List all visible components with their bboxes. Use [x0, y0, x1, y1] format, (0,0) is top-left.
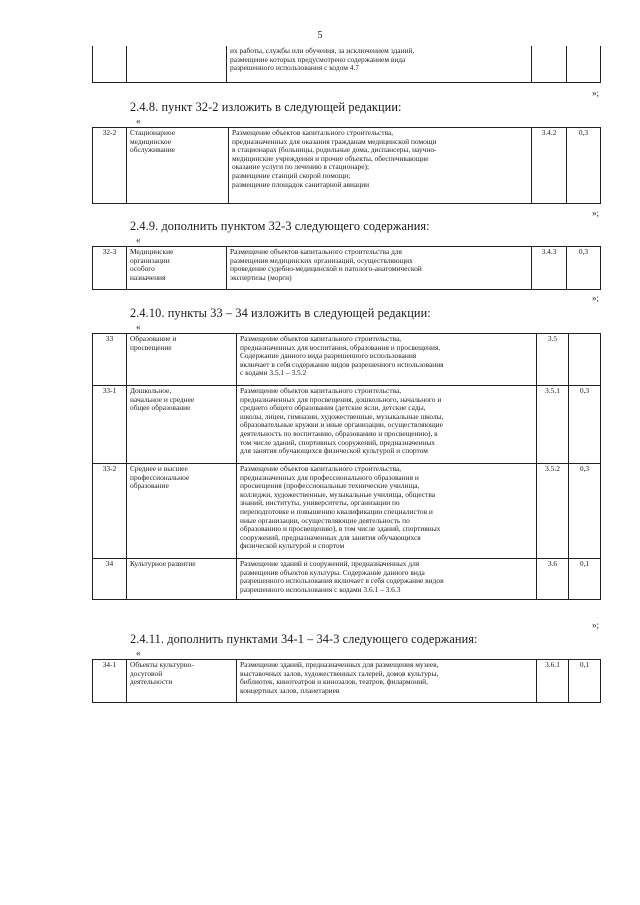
opening-quote: « [136, 648, 141, 658]
section-heading: 2.4.8. пункт 32-2 изложить в следующей редакции: [130, 100, 402, 114]
row-number: 33 [93, 334, 127, 386]
row-description: Размещение зданий, предназначенных для размещения музеев, выставочных залов, художественных галерей, домов культуры, библиотек, кинотеатров и кинозалов, театров, филармоний, концертных залов, планетариев [237, 660, 537, 703]
row-name: Объекты культурно- досуговой деятельности [127, 660, 237, 703]
row-number: 34 [93, 559, 127, 600]
section-table [92, 127, 601, 204]
row-code: 3.5 [537, 334, 569, 386]
page-number: 5 [317, 30, 323, 41]
row-value: 0,3 [569, 464, 601, 559]
row-code: 3.4.2 [532, 128, 567, 204]
table-row [93, 46, 601, 83]
row-description: Размещение объектов капитального строительства, предназначенных для воспитания, образования и просвещения. Содержание данного вида разрешенного использования включает в себя содержание видов разрешенного использования с кодами 3.5.1 – 3.5.2 [237, 334, 537, 386]
row-value: 0,3 [567, 247, 601, 290]
row-name: Медицинские организации особого назначения [127, 247, 227, 290]
row-value: 0,1 [569, 559, 601, 600]
section-table [92, 333, 601, 600]
table-row [93, 559, 601, 600]
table-row [93, 334, 601, 386]
table-row [93, 660, 601, 703]
section-table [92, 246, 601, 290]
row-code: 3.6.1 [537, 660, 569, 703]
row-code: 3.4.3 [532, 247, 567, 290]
row-number: 33-2 [93, 464, 127, 559]
row-name: Культурное развитие [127, 559, 237, 600]
row-value [569, 334, 601, 386]
row-description: Размещение объектов капитального строительства для размещения медицинских организаций, осуществляющих проведение судебно-медицинской и патолого-анатомической экспертизы (морги) [227, 247, 532, 290]
row-number: 33-1 [93, 386, 127, 464]
row-name: Образование и просвещение [127, 334, 237, 386]
row-number: 32-2 [93, 128, 127, 204]
row-code: 3.5.1 [537, 386, 569, 464]
row-value: 0,3 [567, 128, 601, 204]
row-description: Размещение объектов капитального строительства, предназначенных для профессионального образования и просвещения (профессиональные технические училища, колледжи, художественные, музыкальные училища, общества знаний, институты, университеты, организации по переподготовке и повышению квалификации специалистов и иные организации, осуществляющие деятельность по образованию и просвещению), в том числе зданий, спортивных сооружений, предназначенных для занятия обучающихся физической культурой и спортом [237, 464, 537, 559]
closing-quote: »; [592, 88, 600, 98]
row-code: 3.6 [537, 559, 569, 600]
continued-table-fragment [92, 46, 601, 83]
opening-quote: « [136, 322, 141, 332]
row-number: 32-3 [93, 247, 127, 290]
row-description: Размещение объектов капитального строительства, предназначенных для оказания гражданам медицинской помощи в стационарах (больницы, родильные дома, диспансеры, научно- медицинские учреждения и прочие объекты, обеспечивающие оказание услуги по лечению в стационаре); размещение станций скорой помощи; размещение площадок санитарной авиации [229, 128, 532, 204]
row-name: Дошкольное, начальное и среднее общее образование [127, 386, 237, 464]
section-table [92, 659, 601, 703]
closing-quote: »; [592, 620, 600, 630]
opening-quote: « [136, 235, 141, 245]
row-code: 3.5.2 [537, 464, 569, 559]
table-row [93, 386, 601, 464]
opening-quote: « [136, 116, 141, 126]
section-heading: 2.4.11. дополнить пунктами 34-1 – 34-3 следующего содержания: [130, 632, 478, 646]
row-value: 0,3 [569, 386, 601, 464]
row-name: Стационарное медицинское обслуживание [127, 128, 229, 204]
row-name: Среднее и высшее профессиональное образование [127, 464, 237, 559]
row-description: их работы, службы или обучения, за исключением зданий, размещение которых предусмотрено содержанием вида разрешенного использования с кодом 4.7 [227, 46, 532, 83]
closing-quote: »; [592, 208, 600, 218]
table-row [93, 464, 601, 559]
table-row [93, 247, 601, 290]
closing-quote: »; [592, 293, 600, 303]
row-number: 34-1 [93, 660, 127, 703]
row-value: 0,1 [569, 660, 601, 703]
row-description: Размещение зданий и сооружений, предназначенных для размещения объектов культуры. Содержание данного вида разрешенного использования включает в себя содержание видов разрешенного использования с кодами 3.6.1 – 3.6.3 [237, 559, 537, 600]
table-row [93, 128, 601, 204]
section-heading: 2.4.10. пункты 33 – 34 изложить в следующей редакции: [130, 306, 431, 320]
section-heading: 2.4.9. дополнить пунктом 32-3 следующего содержания: [130, 219, 430, 233]
row-description: Размещение объектов капитального строительства, предназначенных для просвещения, дошкольного, начального и среднего общего образования (детские ясли, детские сады, школы, лицеи, гимназии, художественные, музыкальные школы, образовательные кружки и иные организации, осуществляющие деятельность по воспитанию, образованию и просвещению), в том числе зданий, спортивных сооружений, предназначенных для занятия обучающихся физической культурой и спортом [237, 386, 537, 464]
